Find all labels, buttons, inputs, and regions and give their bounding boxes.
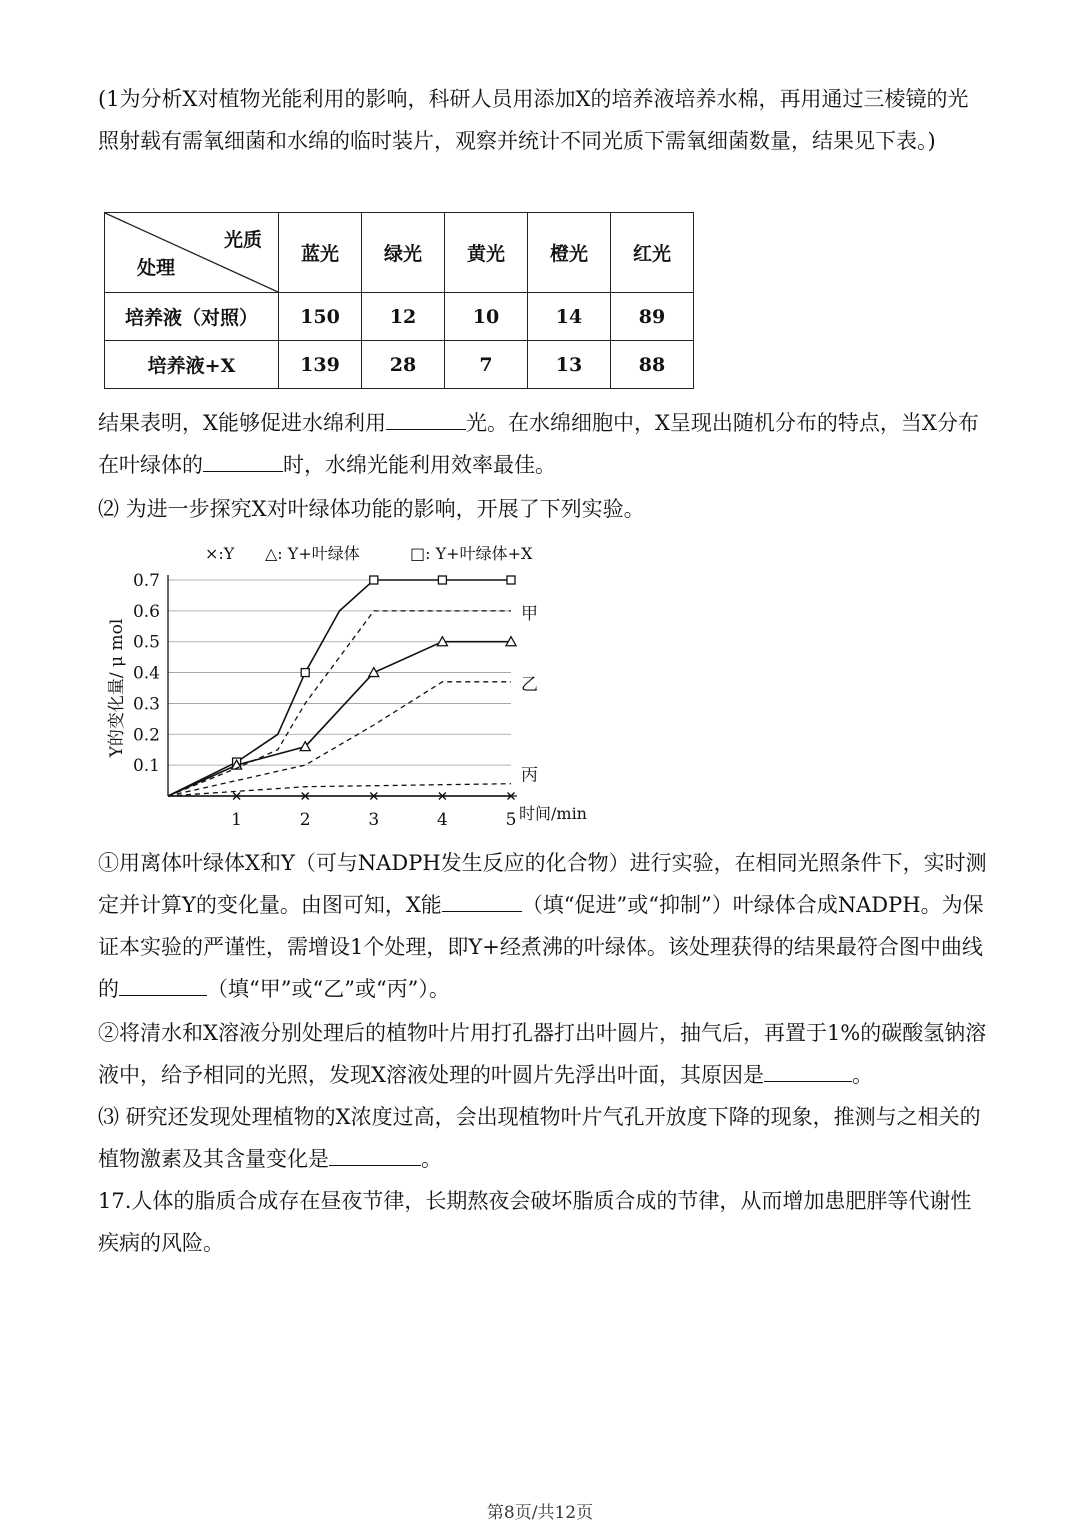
corner-label-light: 光质 <box>223 229 262 251</box>
x-tick-label: 4 <box>436 810 448 830</box>
q2-2-text-2: 。 <box>851 1063 873 1087</box>
triangle-marker <box>369 668 379 677</box>
x-tick-label: 3 <box>368 810 380 830</box>
table-header-row <box>105 213 694 293</box>
page-footer: 第8页/共12页 <box>486 1503 594 1523</box>
question-2-intro: ⑵ 为进一步探究X对叶绿体功能的影响，开展了下列实验。 <box>98 497 645 521</box>
column-header: 红光 <box>611 213 694 293</box>
question-17: 17.人体的脂质合成存在昼夜节律，长期熬夜会破坏脂质合成的节律，从而增加患肥胖等代谢性疾病的风险。 <box>98 1189 972 1255</box>
column-header: 绿光 <box>362 213 445 293</box>
q2-1-text-2: （填“促进”或“抑制”）叶绿体合成NADPH。为保证本实验的严谨性，需增设1个处理，即Y+经煮沸的叶绿体。该处理获得的结果最符合图中曲线的 <box>98 893 984 1001</box>
table-row <box>105 293 694 341</box>
series-label: 甲 <box>521 603 538 624</box>
y-tick-label: 0.1 <box>132 756 160 777</box>
question-3 <box>98 1096 988 1180</box>
column-header: 蓝光 <box>279 213 362 293</box>
q2-1-text-1: ①用离体叶绿体X和Y（可与NADPH发生反应的化合物）进行实验，在相同光照条件下，实时测定并计算Y的变化量。由图可知，X能 <box>98 851 987 917</box>
answer-blank <box>386 407 466 430</box>
table-cell: 150 <box>279 293 362 341</box>
result-text-3: 时，水绵光能利用效率最佳。 <box>283 453 556 477</box>
row-label: 培养液+X <box>105 341 279 389</box>
answer-blank <box>119 973 207 996</box>
question-2-1 <box>98 842 988 1010</box>
y-tick-label: 0.2 <box>132 725 160 746</box>
result-text-1: 结果表明，X能够促进水绵利用 <box>98 411 386 435</box>
table-cell: 88 <box>611 341 694 389</box>
x-tick-label: 2 <box>299 810 311 830</box>
answer-blank <box>203 449 283 472</box>
series-line <box>168 580 511 796</box>
q3-text-2: 。 <box>421 1147 442 1171</box>
square-marker <box>370 576 378 584</box>
table-cell: 10 <box>445 293 528 341</box>
table-cell: 14 <box>528 293 611 341</box>
answer-blank <box>442 889 522 912</box>
table-cell: 12 <box>362 293 445 341</box>
x-axis-label: 时间/min <box>519 804 587 823</box>
series-line <box>168 784 511 796</box>
square-marker <box>301 669 309 677</box>
column-header: 橙光 <box>528 213 611 293</box>
q3-text-1: ⑶ 研究还发现处理植物的X浓度过高，会出现植物叶片气孔开放度下降的现象，推测与之相关的植物激素及其含量变化是 <box>98 1105 981 1171</box>
series-label: 乙 <box>521 674 538 695</box>
line-chart <box>100 535 620 835</box>
y-tick-label: 0.3 <box>132 694 160 715</box>
row-label: 培养液（对照） <box>105 293 279 341</box>
question-2-2 <box>98 1012 988 1096</box>
y-tick-label: 0.4 <box>132 663 160 684</box>
series-line <box>168 642 511 796</box>
table-cell: 89 <box>611 293 694 341</box>
intro-paragraph: (1为分析X对植物光能利用的影响，科研人员用添加X的培养液培养水棉，再用通过三棱镜的光照射载有需氧细菌和水绵的临时装片，观察并统计不同光质下需氧细菌数量，结果见下表。) <box>98 87 969 153</box>
series-label: 丙 <box>521 765 538 786</box>
y-tick-label: 0.5 <box>132 632 160 653</box>
series-line <box>168 682 511 796</box>
x-tick-label: 1 <box>231 810 243 830</box>
legend-entry: ×:Y <box>205 544 235 563</box>
column-header: 黄光 <box>445 213 528 293</box>
y-tick-label: 0.7 <box>132 571 160 591</box>
legend-entry: □: Y+叶绿体+X <box>410 544 533 563</box>
answer-blank <box>329 1143 421 1166</box>
q2-1-text-3: （填“甲”或“乙”或“丙”）。 <box>207 977 450 1001</box>
result-paragraph <box>98 402 988 486</box>
result-text-2: 光。在水绵细胞中，X呈现出随机分布的特点，当X分布在叶绿体的 <box>98 411 979 477</box>
corner-label-treatment: 处理 <box>137 257 176 279</box>
y-tick-label: 0.6 <box>132 601 160 622</box>
legend-entry: △: Y+叶绿体 <box>265 544 360 563</box>
table-corner-cell <box>105 213 279 293</box>
light-quality-table <box>104 212 694 389</box>
table-cell: 13 <box>528 341 611 389</box>
square-marker <box>507 576 515 584</box>
table-cell: 7 <box>445 341 528 389</box>
q2-2-text-1: ②将清水和X溶液分别处理后的植物叶片用打孔器打出叶圆片，抽气后，再置于1%的碳酸氢钠溶液中，给予相同的光照，发现X溶液处理的叶圆片先浮出叶面，其原因是 <box>98 1021 987 1087</box>
answer-blank <box>764 1059 852 1082</box>
table-row <box>105 341 694 389</box>
table-cell: 139 <box>279 341 362 389</box>
y-axis-label: Y的变化量/ μ mol <box>107 618 127 758</box>
table-cell: 28 <box>362 341 445 389</box>
x-tick-label: 5 <box>505 810 517 830</box>
square-marker <box>438 576 446 584</box>
